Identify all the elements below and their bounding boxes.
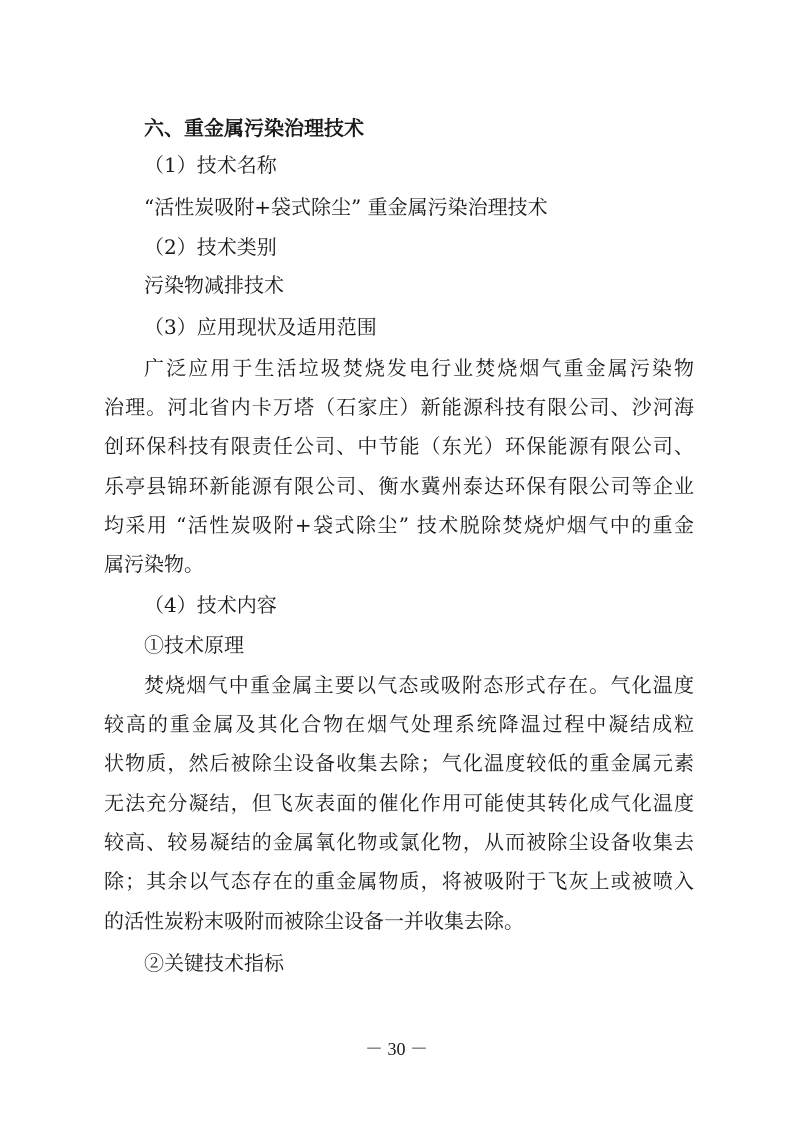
paragraph-line: 状物质，然后被除尘设备收集去除；气化温度较低的重金属元素	[104, 751, 694, 775]
paragraph-line: 的活性炭粉末吸附而被除尘设备一并收集去除。	[104, 909, 524, 933]
paragraph-line: 创环保科技有限责任公司、中节能（东光）环保能源有限公司、	[104, 434, 694, 458]
subsection-3-label: （3）应用现状及适用范围	[144, 315, 377, 339]
paragraph-line: 除；其余以气态存在的重金属物质，将被吸附于飞灰上或被喷入	[104, 869, 694, 893]
paragraph-line: 较高、较易凝结的金属氧化物或氯化物，从而被除尘设备收集去	[104, 830, 694, 854]
subsection-1-label: （1）技术名称	[144, 153, 277, 177]
subsection-2-text: 污染物减排技术	[144, 273, 284, 297]
paragraph-line: 广泛应用于生活垃圾焚烧发电行业焚烧烟气重金属污染物	[144, 356, 694, 380]
paragraph-line: 属污染物。	[104, 552, 204, 576]
paragraph-line: 焚烧烟气中重金属主要以气态或吸附态形式存在。气化温度	[144, 673, 694, 697]
principle-label: ①技术原理	[144, 633, 244, 657]
indicators-label: ②关键技术指标	[144, 951, 284, 975]
paragraph-line: 无法充分凝结，但飞灰表面的催化作用可能使其转化成气化温度	[104, 791, 694, 815]
paragraph-line: 较高的重金属及其化合物在烟气处理系统降温过程中凝结成粒	[104, 712, 694, 736]
subsection-4-label: （4）技术内容	[144, 593, 277, 617]
paragraph-line: 均采用 “活性炭吸附+袋式除尘” 技术脱除焚烧炉烟气中的重金	[104, 513, 694, 537]
paragraph-line: 治理。河北省内卡万塔（石家庄）新能源科技有限公司、沙河海	[104, 395, 694, 419]
paragraph-line: 乐亭县锦环新能源有限公司、衡水冀州泰达环保有限公司等企业	[104, 474, 694, 498]
subsection-1-text: “活性炭吸附+袋式除尘” 重金属污染治理技术	[144, 195, 548, 219]
subsection-2-label: （2）技术类别	[144, 235, 277, 259]
section-heading: 六、重金属污染治理技术	[144, 116, 364, 140]
page-number: － 30 －	[365, 1039, 428, 1059]
